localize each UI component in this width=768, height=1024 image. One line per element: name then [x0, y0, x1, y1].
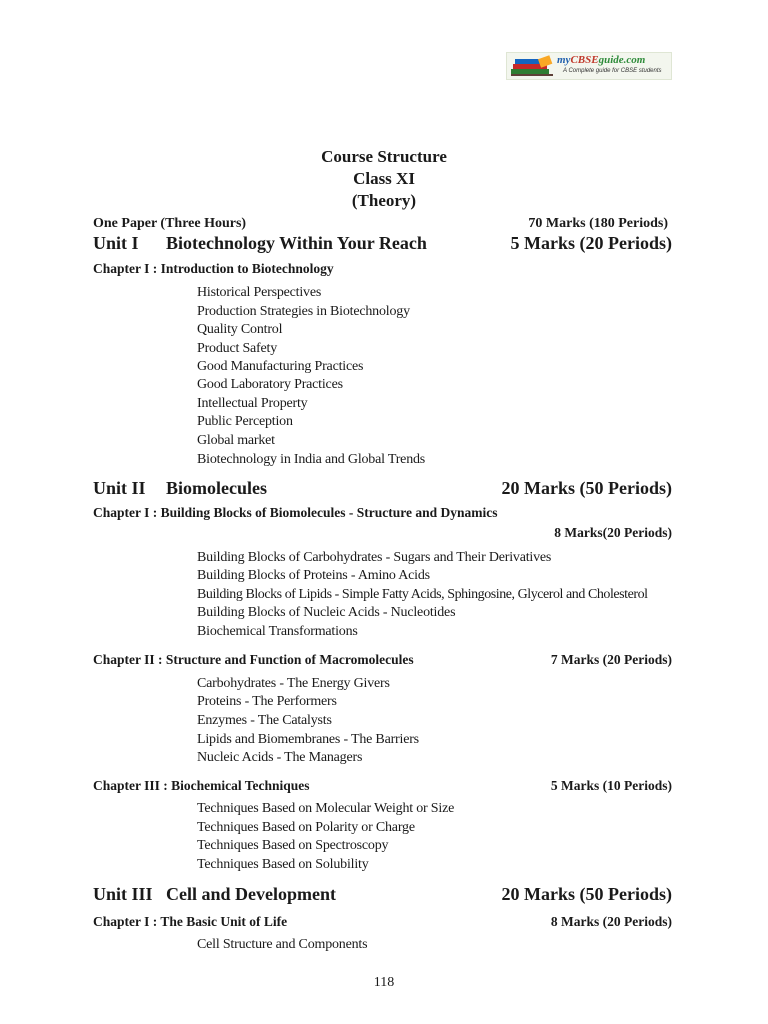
topic-item: Product Safety	[197, 341, 278, 356]
topic-item: Global market	[197, 433, 275, 448]
topic-item: Techniques Based on Solubility	[197, 857, 369, 872]
topic-item: Biotechnology in India and Global Trends	[197, 452, 426, 467]
chapter-title: Chapter I : Introduction to Biotechnology	[93, 261, 334, 276]
topic-item: Building Blocks of Carbohydrates - Sugars and Their Derivatives	[197, 550, 552, 565]
books-icon	[509, 55, 555, 77]
logo-tagline: A Complete guide for CBSE students	[563, 68, 662, 74]
topic-item: Enzymes - The Catalysts	[197, 713, 332, 728]
topic-item: Historical Perspectives	[197, 285, 322, 300]
topic-item: Proteins - The Performers	[197, 694, 337, 709]
unit-name: Cell and Development	[166, 884, 336, 904]
chapter-marks: 8 Marks(20 Periods)	[554, 525, 672, 540]
topic-item: Public Perception	[197, 414, 293, 429]
topic-item: Intellectual Property	[197, 396, 308, 411]
unit-marks: 5 Marks (20 Periods)	[510, 233, 672, 253]
topic-item: Building Blocks of Nucleic Acids - Nucleotides	[197, 605, 456, 620]
topic-item: Quality Control	[197, 322, 283, 337]
unit-code: Unit I	[93, 233, 139, 253]
topic-item: Techniques Based on Polarity or Charge	[197, 820, 415, 835]
doc-subtitle: (Theory)	[351, 191, 417, 210]
chapter-marks: 8 Marks (20 Periods)	[550, 914, 672, 929]
topic-item: Techniques Based on Spectroscopy	[197, 838, 389, 853]
topic-item: Carbohydrates - The Energy Givers	[197, 676, 390, 691]
chapter-title: Chapter I : Building Blocks of Biomolecules - Structure and Dynamics	[93, 505, 498, 520]
topic-item: Lipids and Biomembranes - The Barriers	[197, 732, 419, 747]
chapter-title: Chapter II : Structure and Function of Macromolecules	[93, 652, 414, 667]
topic-item: Nucleic Acids - The Managers	[197, 750, 363, 765]
doc-title: Course Structure	[321, 147, 447, 166]
topic-item: Production Strategies in Biotechnology	[197, 304, 410, 319]
topic-item: Good Manufacturing Practices	[197, 359, 364, 374]
site-logo	[506, 52, 672, 80]
unit-code: Unit II	[93, 478, 146, 498]
logo-brand: myCBSEguide.com	[557, 54, 646, 66]
topic-item: Cell Structure and Components	[197, 937, 368, 952]
topic-item: Good Laboratory Practices	[197, 377, 343, 392]
topic-item: Building Blocks of Lipids - Simple Fatty Acids, Sphingosine, Glycerol and Cholesterol	[197, 587, 648, 602]
topic-item: Building Blocks of Proteins - Amino Acids	[197, 568, 430, 583]
unit-marks: 20 Marks (50 Periods)	[501, 884, 672, 904]
unit-marks: 20 Marks (50 Periods)	[501, 478, 672, 498]
doc-class: Class XI	[353, 169, 415, 188]
page-number: 118	[373, 975, 395, 990]
unit-name: Biomolecules	[166, 478, 267, 498]
paper-marks: 70 Marks (180 Periods)	[528, 216, 668, 231]
topic-item: Techniques Based on Molecular Weight or Size	[197, 801, 455, 816]
chapter-marks: 7 Marks (20 Periods)	[550, 652, 672, 667]
topic-item: Biochemical Transformations	[197, 624, 358, 639]
chapter-marks: 5 Marks (10 Periods)	[550, 778, 672, 793]
chapter-title: Chapter I : The Basic Unit of Life	[93, 914, 288, 929]
chapter-title: Chapter III : Biochemical Techniques	[93, 778, 310, 793]
paper-label: One Paper (Three Hours)	[93, 216, 247, 231]
unit-code: Unit III	[93, 884, 153, 904]
unit-name: Biotechnology Within Your Reach	[166, 233, 427, 253]
